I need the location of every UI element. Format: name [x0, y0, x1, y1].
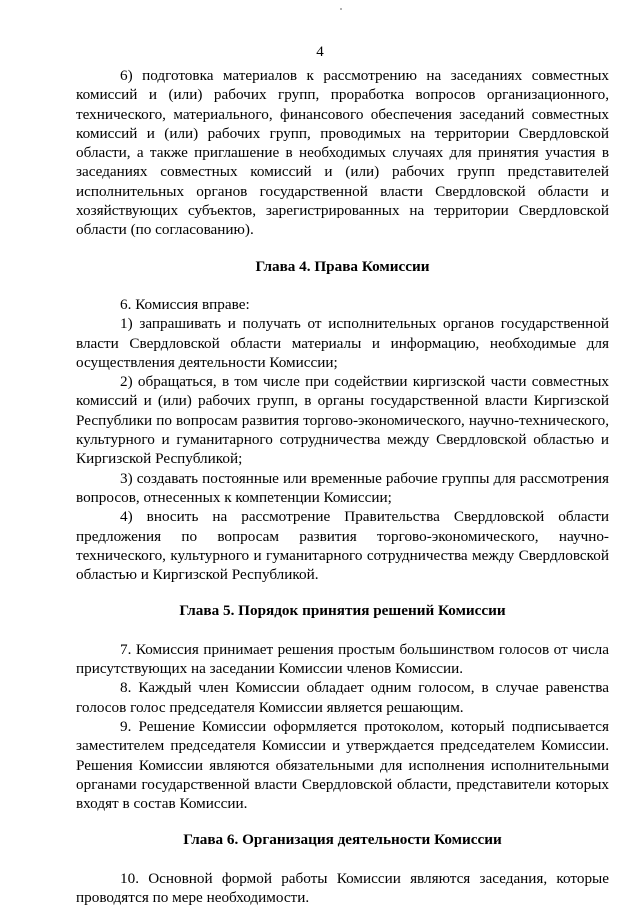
scan-speck: [340, 8, 342, 10]
paragraph-item-6: 6) подготовка материалов к рассмотрению на заседаниях совместных комиссий и (или) рабочих групп, проработка вопросов организационного, технического, материального, финансового обеспечения заседаний совместных комиссий и (или) рабочих групп, проводимых на территории Свердловской области, а также приглашение в необходимых случаях для принятия участия в заседаниях совместных комиссий и (или) рабочих групп представителей исполнительных органов государственной власти Свердловской области и хозяйствующих субъектов, зарегистрированных на территории Свердловской области (по согласованию).: [76, 67, 609, 239]
paragraph-8: 8. Каждый член Комиссии обладает одним голосом, в случае равенства голосов голос председателя Комиссии является решающим.: [76, 679, 609, 716]
paragraph-6-3: 3) создавать постоянные или временные рабочие группы для рассмотрения вопросов, отнесенных к компетенции Комиссии;: [76, 469, 609, 506]
page-number: 4: [316, 44, 324, 60]
chapter-4-heading: Глава 4. Права Комиссии: [255, 257, 430, 275]
chapter-5-heading: Глава 5. Порядок принятия решений Комиссии: [179, 602, 506, 620]
paragraph-6-1: 1) запрашивать и получать от исполнительных органов государственной власти Свердловской области материалы и информацию, необходимые для осуществления деятельности Комиссии;: [76, 315, 609, 371]
chapter-6-heading: Глава 6. Организация деятельности Комиссии: [183, 831, 502, 849]
paragraph-7: 7. Комиссия принимает решения простым большинством голосов от числа присутствующих на заседании Комиссии членов Комиссии.: [76, 640, 609, 678]
paragraph-9: 9. Решение Комиссии оформляется протоколом, который подписывается заместителем председателя Комиссии и утверждается председателем Комиссии. Решения Комиссии являются обязательными для исполнения исполнительными органами государственной власти Свердловской области, представители которых входят в состав Комиссии.: [76, 717, 609, 813]
paragraph-6-intro: 6. Комиссия вправе:: [120, 295, 250, 313]
paragraph-6-4: 4) вносить на рассмотрение Правительства Свердловской области предложения по вопросам развития торгово-экономического, научно-технического, культурного и гуманитарного сотрудничества между Свердловской областью и Киргизской Республикой.: [76, 508, 609, 584]
paragraph-6-2: 2) обращаться, в том числе при содействии киргизской части совместных комиссий и (или) рабочих групп, в органы государственной власти Киргизской Республики по вопросам развития торгово-экономического, научно-технического, культурного и гуманитарного сотрудничества между Свердловской областью и Киргизской Республикой;: [76, 373, 609, 468]
paragraph-10: 10. Основной формой работы Комиссии являются заседания, которые проводятся по мере необходимости.: [76, 869, 609, 906]
document-body: [76, 66, 609, 907]
